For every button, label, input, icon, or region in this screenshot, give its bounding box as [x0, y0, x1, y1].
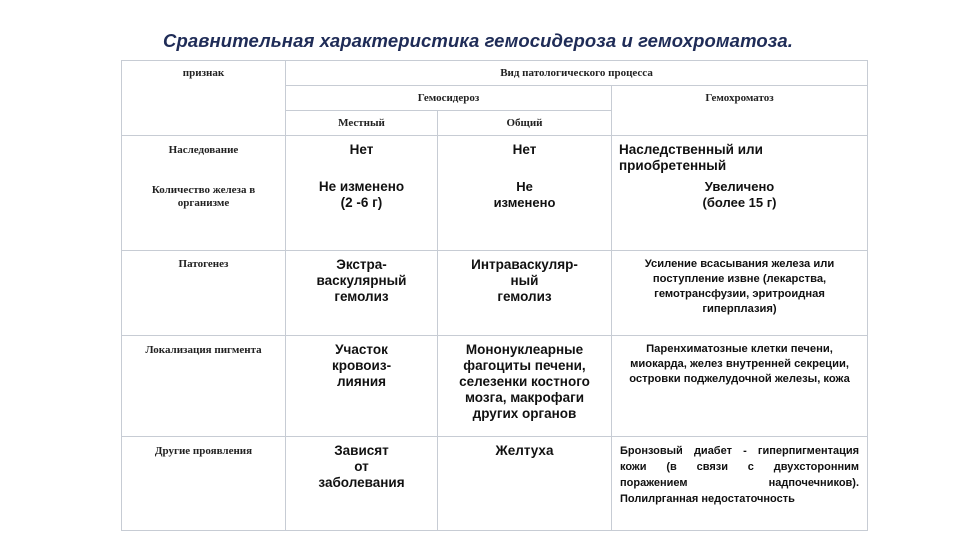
cell-text: Нет	[349, 142, 374, 157]
cell-text: Усиление всасывания железа или поступление извне (лекарства, гемотрансфузии, эритроидная гиперплазия)	[644, 258, 835, 315]
cell-text: Зависят	[334, 443, 389, 458]
cell-text: Желтуха	[495, 443, 554, 458]
header-local: Местный	[286, 111, 438, 136]
cell-text: ный	[510, 273, 539, 288]
cell-local-other	[286, 437, 438, 531]
cell-text: Наследственный или приобретенный	[619, 142, 763, 173]
cell-text: заболевания	[318, 475, 405, 490]
cell-text: Интраваскуляр-	[471, 257, 578, 272]
cell-text: Экстра-	[336, 257, 387, 272]
cell-text: изменено	[493, 195, 556, 210]
cell-text: Мононуклеарные фагоциты печени, селезенки костного мозга, макрофаги других органов	[459, 342, 590, 421]
slide-title: Сравнительная характеристика гемосидероза и гемохроматоза.	[163, 30, 793, 51]
row-label-inheritance: Наследование	[168, 144, 239, 156]
row-label-inheritance-iron	[122, 136, 286, 251]
cell-general-pigment	[438, 336, 612, 437]
row-label-other: Другие проявления	[122, 437, 286, 531]
cell-text: Участок	[335, 342, 388, 357]
cell-local-pathogenesis	[286, 251, 438, 336]
cell-hemo-pigment	[612, 336, 868, 437]
cell-text: кровоиз-	[331, 358, 392, 373]
row-label-pigment-location: Локализация пигмента	[122, 336, 286, 437]
cell-text: гемолиз	[334, 289, 389, 304]
cell-text: лияния	[336, 374, 387, 389]
cell-text: гемолиз	[497, 289, 552, 304]
cell-general-inheritance-iron	[438, 136, 612, 251]
cell-text: Не	[516, 179, 533, 194]
cell-text: Увеличено	[704, 179, 775, 194]
header-hemosiderosis: Гемосидероз	[286, 86, 612, 111]
cell-text: Не изменено	[318, 179, 405, 194]
cell-text: васкулярный	[316, 273, 407, 288]
cell-local-inheritance-iron	[286, 136, 438, 251]
cell-text: (более 15 г)	[702, 195, 777, 210]
cell-hemo-other	[612, 437, 868, 531]
row-label-pathogenesis: Патогенез	[122, 251, 286, 336]
cell-text: Паренхиматозные клетки печени, миокарда, желез внутренней секреции, островки поджелудочной железы, кожа	[629, 343, 850, 385]
cell-text: Бронзовый диабет - гиперпигментация кожи (в связи с двухсторонним поражением надпочечников). Полилрганная недостаточность	[620, 445, 860, 505]
cell-hemo-inheritance-iron	[612, 136, 868, 251]
row-label-iron-amount: Количество железа в организме	[151, 184, 256, 209]
header-general: Общий	[438, 111, 612, 136]
comparison-table	[121, 60, 868, 531]
cell-hemo-pathogenesis	[612, 251, 868, 336]
cell-general-pathogenesis	[438, 251, 612, 336]
cell-text: (2 -6 г)	[340, 195, 383, 210]
cell-text: от	[354, 459, 369, 474]
header-process-type: Вид патологического процесса	[286, 61, 868, 86]
header-feature: признак	[122, 61, 286, 136]
cell-local-pigment	[286, 336, 438, 437]
header-hemochromatosis: Гемохроматоз	[612, 86, 868, 136]
cell-text: Нет	[512, 142, 537, 157]
cell-general-other	[438, 437, 612, 531]
